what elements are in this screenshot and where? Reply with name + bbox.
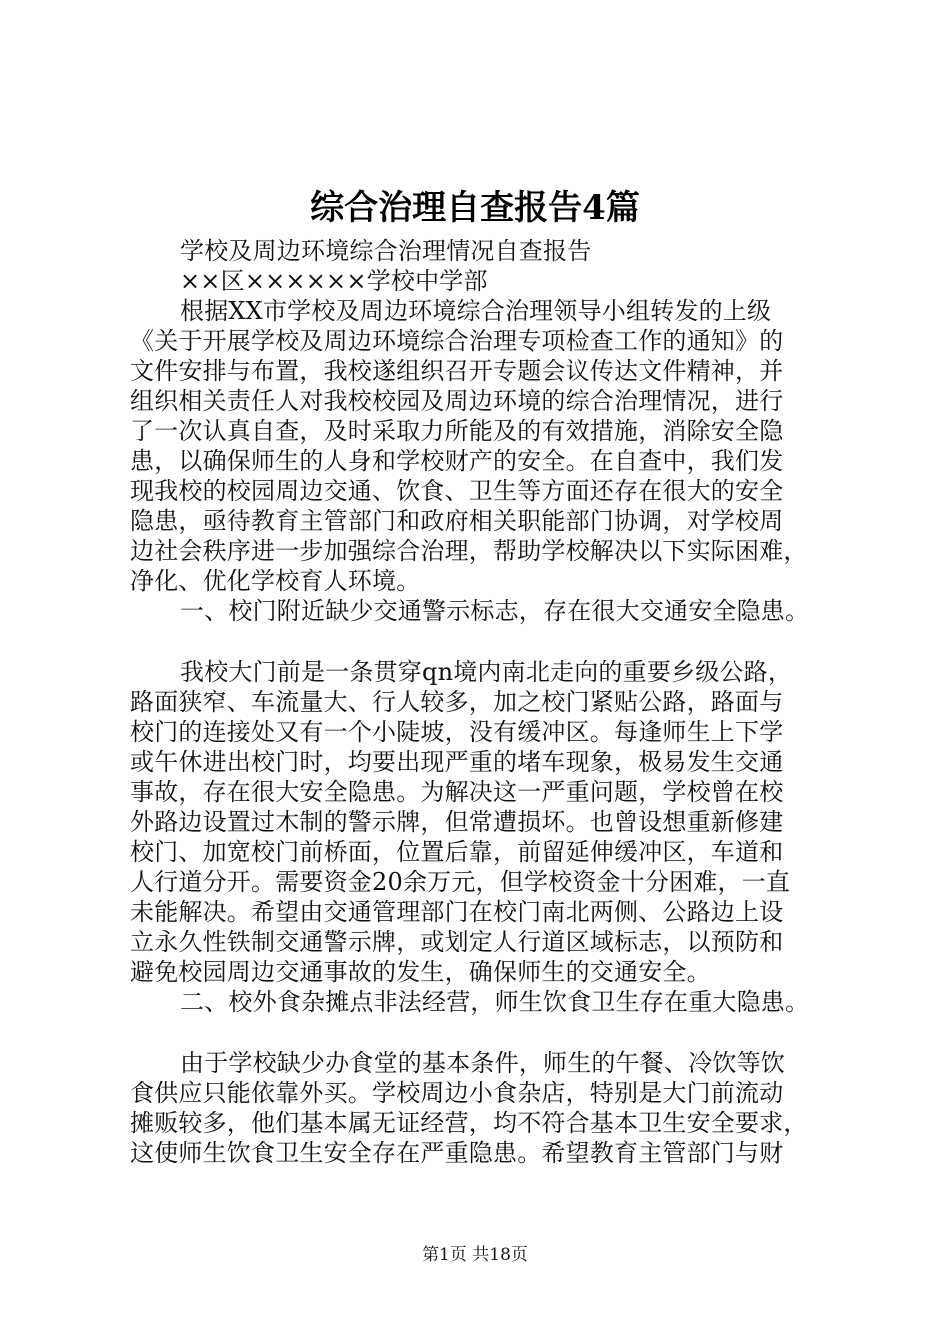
paragraph-line: 组织相关责任人对我校校园及周边环境的综合治理情况，进行	[130, 387, 784, 415]
paragraph-line: 边社会秩序进一步加强综合治理，帮助学校解决以下实际困难，	[130, 537, 808, 565]
paragraph-line: 外路边设置过木制的警示牌，但常遭损坏。也曾设想重新修建	[130, 808, 784, 836]
document-body	[130, 236, 830, 1168]
paragraph-line: 这使师生饮食卫生安全存在严重隐患。希望教育主管部门与财	[130, 1139, 784, 1167]
paragraph-line: 路面狭窄、车流量大、行人较多，加之校门紧贴公路，路面与	[130, 688, 784, 716]
paragraph-line: 了一次认真自查，及时采取力所能及的有效措施，消除安全隐	[130, 417, 784, 445]
paragraph-line: 人行道分开。需要资金20余万元，但学校资金十分困难，一直	[130, 868, 791, 896]
subtitle-line: 学校及周边环境综合治理情况自查报告	[180, 237, 592, 265]
school-line: ××区××××××学校中学部	[180, 267, 488, 295]
paragraph-gap	[130, 626, 830, 657]
paragraph-line: 我校大门前是一条贯穿qn境内南北走向的重要乡级公路，	[180, 658, 793, 686]
paragraph-line: 由于学校缺少办食堂的基本条件，师生的午餐、冷饮等饮	[180, 1049, 785, 1077]
section-heading: 一、校门附近缺少交通警示标志，存在很大交通安全隐患。	[180, 597, 810, 625]
paragraph-line: 事故，存在很大安全隐患。为解决这一严重问题，学校曾在校	[130, 778, 784, 806]
paragraph-line: 患，以确保师生的人身和学校财产的安全。在自查中，我们发	[130, 447, 784, 475]
paragraph-line: 避免校园周边交通事故的发生，确保师生的交通安全。	[130, 958, 711, 986]
paragraph-line: 摊贩较多，他们基本属无证经营，均不符合基本卫生安全要求，	[130, 1109, 808, 1137]
document-title: 综合治理自查报告4篇	[310, 188, 640, 228]
page-footer: 第1页 共18页	[422, 1245, 528, 1265]
paragraph-line: 现我校的校园周边交通、饮食、卫生等方面还存在很大的安全	[130, 477, 784, 505]
section-heading: 二、校外食杂摊点非法经营，师生饮食卫生存在重大隐患。	[180, 988, 810, 1016]
paragraph-line: 或午休进出校门时，均要出现严重的堵车现象，极易发生交通	[130, 748, 784, 776]
paragraph-line: 文件安排与布置，我校遂组织召开专题会议传达文件精神，并	[130, 357, 784, 385]
paragraph-line: 校门的连接处又有一个小陡坡，没有缓冲区。每逢师生上下学	[130, 718, 784, 746]
paragraph-line: 未能解决。希望由交通管理部门在校门南北两侧、公路边上设	[130, 898, 784, 926]
paragraph-line: 根据XX市学校及周边环境综合治理领导小组转发的上级	[180, 297, 772, 325]
paragraph-line: 立永久性铁制交通警示牌，或划定人行道区域标志，以预防和	[130, 928, 784, 956]
paragraph-line: 隐患，亟待教育主管部门和政府相关职能部门协调，对学校周	[130, 507, 784, 535]
paragraph-gap	[130, 1017, 830, 1048]
paragraph-line: 《关于开展学校及周边环境综合治理专项检查工作的通知》的	[130, 327, 784, 355]
paragraph-line: 净化、优化学校育人环境。	[130, 567, 421, 595]
paragraph-line: 食供应只能依靠外买。学校周边小食杂店，特别是大门前流动	[130, 1079, 784, 1107]
paragraph-line: 校门、加宽校门前桥面，位置后靠，前留延伸缓冲区，车道和	[130, 838, 784, 866]
